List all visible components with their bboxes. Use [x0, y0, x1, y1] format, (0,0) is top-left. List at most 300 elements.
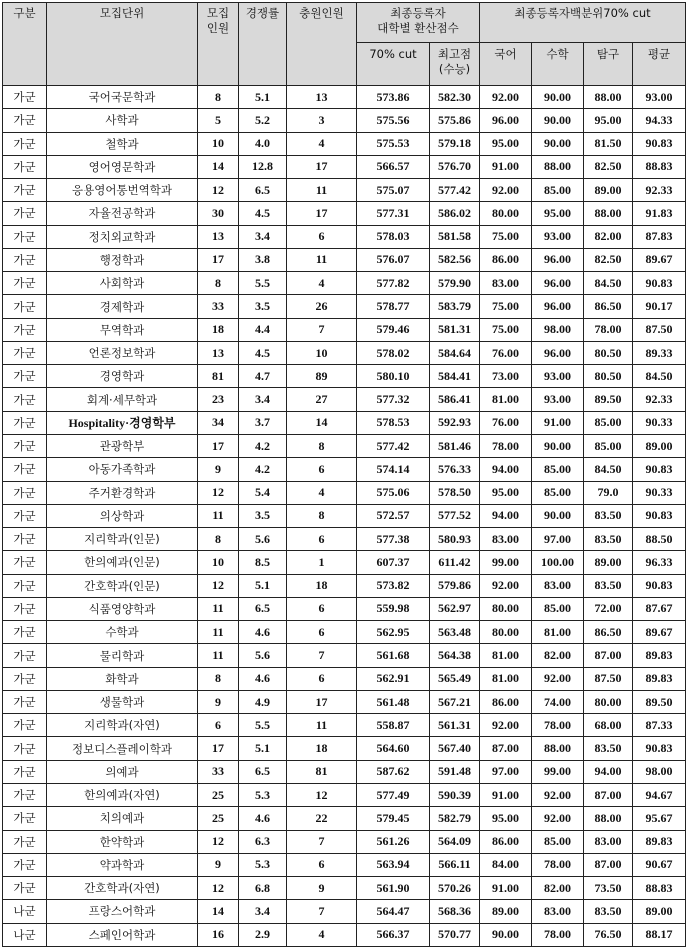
- cell-max: 567.40: [430, 737, 480, 760]
- cell-cut70: 579.46: [357, 318, 430, 341]
- cell-dept: 간호학과(자연): [47, 877, 198, 900]
- cell-korean: 86.00: [480, 248, 532, 271]
- cell-competition: 5.3: [239, 783, 287, 806]
- table-row: [3, 714, 686, 737]
- cell-max: 591.48: [430, 760, 480, 783]
- cell-competition: 4.5: [239, 202, 287, 225]
- cell-quota: 11: [198, 644, 239, 667]
- cell-division: 가군: [3, 109, 47, 132]
- cell-quota: 11: [198, 504, 239, 527]
- cell-quota: 12: [198, 830, 239, 853]
- cell-avg: 89.00: [633, 434, 686, 457]
- cell-additional: 13: [287, 86, 357, 109]
- table-row: [3, 760, 686, 783]
- cell-dept: 수학과: [47, 621, 198, 644]
- cell-additional: 3: [287, 109, 357, 132]
- cell-max: 582.56: [430, 248, 480, 271]
- table-row: [3, 202, 686, 225]
- cell-competition: 6.5: [239, 597, 287, 620]
- cell-division: 가군: [3, 807, 47, 830]
- cell-cut70: 572.57: [357, 504, 430, 527]
- cell-avg: 95.67: [633, 807, 686, 830]
- cell-max: 563.48: [430, 621, 480, 644]
- cell-quota: 6: [198, 714, 239, 737]
- cell-dept: 국어국문학과: [47, 86, 198, 109]
- cell-dept: 한약학과: [47, 830, 198, 853]
- cell-dept: 프랑스어학과: [47, 900, 198, 923]
- table-row: [3, 365, 686, 388]
- cell-avg: 89.67: [633, 621, 686, 644]
- cell-dept: 무역학과: [47, 318, 198, 341]
- table-row: [3, 667, 686, 690]
- cell-korean: 87.00: [480, 737, 532, 760]
- cell-inquiry: 88.00: [584, 86, 633, 109]
- cell-math: 83.00: [532, 900, 584, 923]
- cell-dept: 행정학과: [47, 248, 198, 271]
- cell-dept: 사학과: [47, 109, 198, 132]
- cell-quota: 17: [198, 248, 239, 271]
- cell-avg: 84.50: [633, 365, 686, 388]
- cell-dept: 약과학과: [47, 853, 198, 876]
- cell-quota: 13: [198, 341, 239, 364]
- cell-dept: 지리학과(인문): [47, 528, 198, 551]
- cell-competition: 3.4: [239, 900, 287, 923]
- table-row: [3, 807, 686, 830]
- cell-max: 570.26: [430, 877, 480, 900]
- cell-korean: 86.00: [480, 830, 532, 853]
- cell-division: 가군: [3, 341, 47, 364]
- cell-korean: 80.00: [480, 202, 532, 225]
- cell-cut70: 576.07: [357, 248, 430, 271]
- cell-division: 가군: [3, 690, 47, 713]
- cell-math: 82.00: [532, 644, 584, 667]
- table-row: [3, 597, 686, 620]
- cell-dept: 생물학과: [47, 690, 198, 713]
- cell-korean: 91.00: [480, 783, 532, 806]
- cell-competition: 5.1: [239, 737, 287, 760]
- cell-division: 가군: [3, 714, 47, 737]
- cell-dept: 경제학과: [47, 295, 198, 318]
- cell-korean: 91.00: [480, 155, 532, 178]
- table-row: [3, 690, 686, 713]
- cell-avg: 87.67: [633, 597, 686, 620]
- header-competition: 경쟁률: [239, 3, 287, 86]
- cell-cut70: 561.48: [357, 690, 430, 713]
- cell-max: 581.31: [430, 318, 480, 341]
- table-row: [3, 481, 686, 504]
- cell-quota: 5: [198, 109, 239, 132]
- cell-korean: 73.00: [480, 365, 532, 388]
- cell-additional: 1: [287, 551, 357, 574]
- cell-korean: 83.00: [480, 272, 532, 295]
- table-row: [3, 434, 686, 457]
- header-quota: 모집 인원: [198, 3, 239, 86]
- cell-division: 가군: [3, 528, 47, 551]
- cell-quota: 10: [198, 551, 239, 574]
- cell-dept: 식품영양학과: [47, 597, 198, 620]
- cell-inquiry: 83.50: [584, 504, 633, 527]
- cell-dept: 의예과: [47, 760, 198, 783]
- cell-avg: 89.67: [633, 248, 686, 271]
- cell-max: 611.42: [430, 551, 480, 574]
- table-row: [3, 830, 686, 853]
- cell-max: 581.46: [430, 434, 480, 457]
- header-cut70: 70% cut: [357, 43, 430, 86]
- cell-competition: 6.8: [239, 877, 287, 900]
- cell-max: 564.38: [430, 644, 480, 667]
- cell-additional: 10: [287, 341, 357, 364]
- cell-korean: 76.00: [480, 411, 532, 434]
- table-row: [3, 621, 686, 644]
- cell-math: 93.00: [532, 225, 584, 248]
- cell-max: 583.79: [430, 295, 480, 318]
- cell-cut70: 558.87: [357, 714, 430, 737]
- cell-math: 78.00: [532, 714, 584, 737]
- cell-math: 92.00: [532, 783, 584, 806]
- cell-max: 584.64: [430, 341, 480, 364]
- cell-korean: 92.00: [480, 86, 532, 109]
- cell-inquiry: 84.50: [584, 458, 633, 481]
- cell-division: 가군: [3, 621, 47, 644]
- cell-quota: 8: [198, 86, 239, 109]
- cell-max: 567.21: [430, 690, 480, 713]
- cell-dept: 간호학과(인문): [47, 574, 198, 597]
- cell-max: 577.42: [430, 179, 480, 202]
- cell-additional: 6: [287, 528, 357, 551]
- cell-cut70: 573.86: [357, 86, 430, 109]
- cell-quota: 33: [198, 295, 239, 318]
- cell-max: 584.41: [430, 365, 480, 388]
- cell-quota: 12: [198, 574, 239, 597]
- cell-math: 90.00: [532, 434, 584, 457]
- cell-avg: 94.67: [633, 783, 686, 806]
- cell-math: 95.00: [532, 202, 584, 225]
- cell-dept: 한의예과(자연): [47, 783, 198, 806]
- cell-division: 가군: [3, 760, 47, 783]
- cell-competition: 4.6: [239, 807, 287, 830]
- cell-cut70: 561.90: [357, 877, 430, 900]
- table-row: [3, 877, 686, 900]
- cell-quota: 9: [198, 853, 239, 876]
- cell-math: 85.00: [532, 458, 584, 481]
- cell-additional: 6: [287, 458, 357, 481]
- cell-cut70: 575.07: [357, 179, 430, 202]
- cell-inquiry: 84.50: [584, 272, 633, 295]
- cell-cut70: 579.45: [357, 807, 430, 830]
- cell-inquiry: 87.00: [584, 644, 633, 667]
- cell-competition: 2.9: [239, 923, 287, 946]
- cell-inquiry: 82.50: [584, 248, 633, 271]
- cell-avg: 89.83: [633, 667, 686, 690]
- cell-additional: 11: [287, 179, 357, 202]
- cell-max: 582.30: [430, 86, 480, 109]
- cell-avg: 92.33: [633, 179, 686, 202]
- cell-quota: 8: [198, 272, 239, 295]
- cell-quota: 12: [198, 179, 239, 202]
- cell-korean: 94.00: [480, 504, 532, 527]
- cell-korean: 80.00: [480, 597, 532, 620]
- cell-math: 96.00: [532, 248, 584, 271]
- cell-division: 가군: [3, 318, 47, 341]
- cell-avg: 89.00: [633, 900, 686, 923]
- cell-korean: 81.00: [480, 388, 532, 411]
- cell-korean: 89.00: [480, 900, 532, 923]
- cell-math: 78.00: [532, 923, 584, 946]
- cell-max: 590.39: [430, 783, 480, 806]
- header-max: 최고점 (수능): [430, 43, 480, 86]
- cell-division: 가군: [3, 202, 47, 225]
- cell-quota: 14: [198, 900, 239, 923]
- cell-inquiry: 87.00: [584, 853, 633, 876]
- table-row: [3, 458, 686, 481]
- cell-max: 579.18: [430, 132, 480, 155]
- cell-division: 가군: [3, 272, 47, 295]
- cell-math: 78.00: [532, 853, 584, 876]
- cell-math: 74.00: [532, 690, 584, 713]
- cell-division: 가군: [3, 225, 47, 248]
- cell-additional: 89: [287, 365, 357, 388]
- cell-korean: 96.00: [480, 109, 532, 132]
- cell-dept: Hospitality·경영학부: [47, 411, 198, 434]
- cell-max: 564.09: [430, 830, 480, 853]
- cell-division: 가군: [3, 481, 47, 504]
- cell-additional: 7: [287, 644, 357, 667]
- cell-math: 91.00: [532, 411, 584, 434]
- cell-dept: 언론정보학과: [47, 341, 198, 364]
- cell-inquiry: 86.50: [584, 295, 633, 318]
- cell-competition: 5.6: [239, 644, 287, 667]
- cell-inquiry: 68.00: [584, 714, 633, 737]
- cell-cut70: 562.95: [357, 621, 430, 644]
- cell-competition: 5.4: [239, 481, 287, 504]
- table-row: [3, 551, 686, 574]
- cell-quota: 14: [198, 155, 239, 178]
- cell-additional: 12: [287, 783, 357, 806]
- cell-avg: 90.33: [633, 411, 686, 434]
- cell-division: 가군: [3, 132, 47, 155]
- cell-avg: 90.83: [633, 574, 686, 597]
- cell-math: 83.00: [532, 574, 584, 597]
- cell-cut70: 559.98: [357, 597, 430, 620]
- cell-division: 가군: [3, 667, 47, 690]
- cell-math: 90.00: [532, 132, 584, 155]
- cell-avg: 89.83: [633, 644, 686, 667]
- cell-inquiry: 89.00: [584, 551, 633, 574]
- cell-competition: 5.1: [239, 86, 287, 109]
- cell-max: 570.77: [430, 923, 480, 946]
- table-row: [3, 644, 686, 667]
- header-math: 수학: [532, 43, 584, 86]
- cell-quota: 17: [198, 434, 239, 457]
- cell-math: 99.00: [532, 760, 584, 783]
- cell-math: 81.00: [532, 621, 584, 644]
- cell-max: 576.70: [430, 155, 480, 178]
- cell-max: 579.86: [430, 574, 480, 597]
- cell-quota: 33: [198, 760, 239, 783]
- cell-math: 85.00: [532, 597, 584, 620]
- table-row: [3, 272, 686, 295]
- cell-inquiry: 73.50: [584, 877, 633, 900]
- cell-max: 582.79: [430, 807, 480, 830]
- cell-math: 96.00: [532, 272, 584, 295]
- cell-cut70: 578.53: [357, 411, 430, 434]
- admissions-table: [2, 2, 686, 947]
- cell-cut70: 578.03: [357, 225, 430, 248]
- cell-additional: 6: [287, 621, 357, 644]
- cell-division: 가군: [3, 411, 47, 434]
- cell-dept: 경영학과: [47, 365, 198, 388]
- cell-dept: 회계·세무학과: [47, 388, 198, 411]
- cell-cut70: 566.37: [357, 923, 430, 946]
- cell-max: 561.31: [430, 714, 480, 737]
- cell-avg: 91.83: [633, 202, 686, 225]
- cell-competition: 4.2: [239, 434, 287, 457]
- cell-inquiry: 87.50: [584, 667, 633, 690]
- cell-additional: 18: [287, 574, 357, 597]
- cell-cut70: 566.57: [357, 155, 430, 178]
- cell-quota: 30: [198, 202, 239, 225]
- cell-math: 96.00: [532, 295, 584, 318]
- cell-max: 592.93: [430, 411, 480, 434]
- cell-dept: 자율전공학과: [47, 202, 198, 225]
- cell-avg: 90.17: [633, 295, 686, 318]
- cell-competition: 3.5: [239, 295, 287, 318]
- cell-quota: 9: [198, 690, 239, 713]
- cell-inquiry: 89.00: [584, 179, 633, 202]
- cell-cut70: 577.42: [357, 434, 430, 457]
- table-row: [3, 86, 686, 109]
- header-final-score: 최종등록자 대학별 환산점수: [357, 3, 480, 43]
- cell-math: 98.00: [532, 318, 584, 341]
- table-row: [3, 179, 686, 202]
- cell-avg: 90.83: [633, 737, 686, 760]
- cell-cut70: 578.77: [357, 295, 430, 318]
- cell-inquiry: 81.50: [584, 132, 633, 155]
- table-row: [3, 109, 686, 132]
- cell-max: 581.58: [430, 225, 480, 248]
- cell-inquiry: 80.50: [584, 365, 633, 388]
- cell-dept: 화학과: [47, 667, 198, 690]
- cell-max: 562.97: [430, 597, 480, 620]
- cell-math: 90.00: [532, 109, 584, 132]
- cell-max: 578.50: [430, 481, 480, 504]
- cell-math: 88.00: [532, 155, 584, 178]
- cell-competition: 8.5: [239, 551, 287, 574]
- cell-math: 85.00: [532, 179, 584, 202]
- cell-avg: 98.00: [633, 760, 686, 783]
- cell-inquiry: 85.00: [584, 434, 633, 457]
- cell-cut70: 577.31: [357, 202, 430, 225]
- table-row: [3, 528, 686, 551]
- cell-division: 가군: [3, 155, 47, 178]
- cell-avg: 94.33: [633, 109, 686, 132]
- cell-additional: 7: [287, 318, 357, 341]
- cell-korean: 95.00: [480, 807, 532, 830]
- cell-math: 90.00: [532, 86, 584, 109]
- cell-avg: 88.17: [633, 923, 686, 946]
- cell-korean: 95.00: [480, 481, 532, 504]
- cell-quota: 10: [198, 132, 239, 155]
- cell-inquiry: 83.50: [584, 528, 633, 551]
- cell-dept: 영어영문학과: [47, 155, 198, 178]
- cell-avg: 89.83: [633, 830, 686, 853]
- cell-max: 568.36: [430, 900, 480, 923]
- header-additional: 충원인원: [287, 3, 357, 86]
- cell-additional: 4: [287, 923, 357, 946]
- cell-math: 88.00: [532, 737, 584, 760]
- cell-korean: 75.00: [480, 318, 532, 341]
- cell-division: 가군: [3, 644, 47, 667]
- cell-avg: 88.83: [633, 877, 686, 900]
- cell-cut70: 577.49: [357, 783, 430, 806]
- cell-cut70: 607.37: [357, 551, 430, 574]
- cell-dept: 응용영어통번역학과: [47, 179, 198, 202]
- table-body: [3, 86, 686, 947]
- cell-max: 577.52: [430, 504, 480, 527]
- cell-division: 가군: [3, 86, 47, 109]
- cell-division: 가군: [3, 574, 47, 597]
- cell-inquiry: 80.00: [584, 690, 633, 713]
- cell-additional: 17: [287, 155, 357, 178]
- cell-additional: 18: [287, 737, 357, 760]
- cell-inquiry: 83.50: [584, 737, 633, 760]
- cell-quota: 11: [198, 597, 239, 620]
- cell-quota: 18: [198, 318, 239, 341]
- cell-quota: 12: [198, 481, 239, 504]
- cell-competition: 3.4: [239, 388, 287, 411]
- cell-additional: 8: [287, 504, 357, 527]
- cell-division: 가군: [3, 877, 47, 900]
- cell-competition: 4.9: [239, 690, 287, 713]
- cell-additional: 17: [287, 690, 357, 713]
- cell-korean: 92.00: [480, 714, 532, 737]
- cell-additional: 81: [287, 760, 357, 783]
- cell-inquiry: 88.00: [584, 202, 633, 225]
- cell-competition: 5.2: [239, 109, 287, 132]
- cell-korean: 83.00: [480, 528, 532, 551]
- cell-competition: 6.5: [239, 179, 287, 202]
- cell-division: 가군: [3, 737, 47, 760]
- cell-competition: 5.5: [239, 714, 287, 737]
- cell-cut70: 577.38: [357, 528, 430, 551]
- cell-cut70: 574.14: [357, 458, 430, 481]
- cell-quota: 9: [198, 458, 239, 481]
- cell-inquiry: 85.00: [584, 411, 633, 434]
- cell-additional: 6: [287, 667, 357, 690]
- table-row: [3, 295, 686, 318]
- table-row: [3, 132, 686, 155]
- cell-max: 565.49: [430, 667, 480, 690]
- cell-quota: 34: [198, 411, 239, 434]
- cell-max: 566.11: [430, 853, 480, 876]
- cell-cut70: 573.82: [357, 574, 430, 597]
- header-inquiry: 탐구: [584, 43, 633, 86]
- cell-competition: 3.8: [239, 248, 287, 271]
- cell-cut70: 575.53: [357, 132, 430, 155]
- cell-cut70: 575.56: [357, 109, 430, 132]
- cell-additional: 4: [287, 132, 357, 155]
- cell-division: 가군: [3, 551, 47, 574]
- cell-additional: 4: [287, 481, 357, 504]
- cell-dept: 관광학부: [47, 434, 198, 457]
- cell-additional: 17: [287, 202, 357, 225]
- cell-division: 가군: [3, 830, 47, 853]
- cell-inquiry: 86.50: [584, 621, 633, 644]
- cell-division: 가군: [3, 458, 47, 481]
- cell-additional: 7: [287, 900, 357, 923]
- cell-competition: 5.1: [239, 574, 287, 597]
- cell-division: 가군: [3, 295, 47, 318]
